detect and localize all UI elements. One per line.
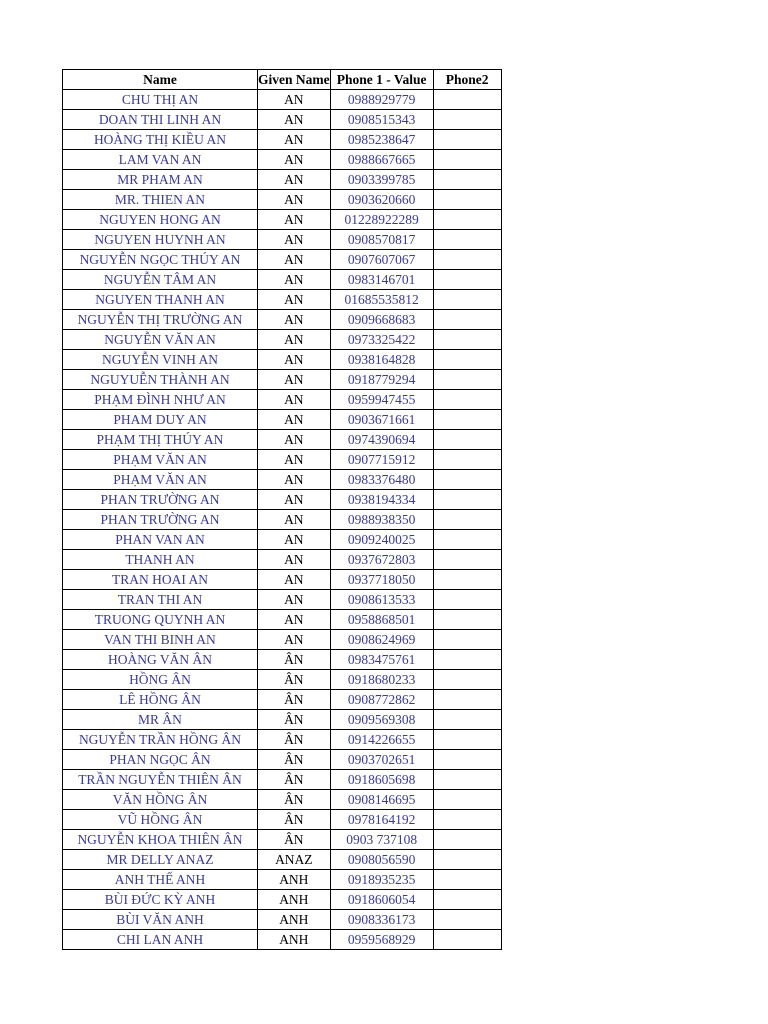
- table-row: [63, 410, 502, 430]
- name-cell[interactable]: PHAN NGỌC ÂN: [63, 750, 258, 770]
- name-cell[interactable]: VĂN HỒNG ÂN: [63, 790, 258, 810]
- name-cell[interactable]: THANH AN: [63, 550, 258, 570]
- name-cell[interactable]: NGUYỄN VĂN AN: [63, 330, 258, 350]
- given-name-cell[interactable]: ANH: [258, 910, 331, 930]
- name-cell[interactable]: PHẠM THỊ THÚY AN: [63, 430, 258, 450]
- given-name-cell[interactable]: AN: [258, 630, 331, 650]
- table-row: [63, 490, 502, 510]
- table-row: [63, 810, 502, 830]
- given-name-cell[interactable]: AN: [258, 590, 331, 610]
- phone-2-cell[interactable]: [433, 490, 501, 510]
- table-row: [63, 590, 502, 610]
- table-row: [63, 330, 502, 350]
- table-row: [63, 610, 502, 630]
- phone-1-cell[interactable]: 0958868501: [330, 610, 433, 630]
- phone-2-cell[interactable]: [433, 610, 501, 630]
- phone-2-cell[interactable]: [433, 170, 501, 190]
- table-row: [63, 210, 502, 230]
- phone-2-cell[interactable]: [433, 570, 501, 590]
- phone-1-cell[interactable]: 0988929779: [330, 90, 433, 110]
- given-name-cell[interactable]: AN: [258, 430, 331, 450]
- phone-1-cell[interactable]: 0907715912: [330, 450, 433, 470]
- phone-1-cell[interactable]: 0909240025: [330, 530, 433, 550]
- phone-1-cell[interactable]: 0908515343: [330, 110, 433, 130]
- header-row: [63, 70, 502, 90]
- given-name-cell[interactable]: ÂN: [258, 690, 331, 710]
- phone-1-cell[interactable]: 0985238647: [330, 130, 433, 150]
- given-name-cell[interactable]: AN: [258, 470, 331, 490]
- table-row: [63, 130, 502, 150]
- table-row: [63, 150, 502, 170]
- contacts-table: [62, 69, 502, 950]
- phone-2-cell[interactable]: [433, 350, 501, 370]
- phone-2-cell[interactable]: [433, 130, 501, 150]
- phone-2-cell[interactable]: [433, 90, 501, 110]
- name-cell[interactable]: TRAN HOAI AN: [63, 570, 258, 590]
- name-cell[interactable]: NGUYỄN TÂM AN: [63, 270, 258, 290]
- table-row: [63, 90, 502, 110]
- table-row: [63, 910, 502, 930]
- phone-2-cell[interactable]: [433, 930, 501, 950]
- phone-1-cell[interactable]: 0918680233: [330, 670, 433, 690]
- table-row: [63, 350, 502, 370]
- name-cell[interactable]: LAM VAN AN: [63, 150, 258, 170]
- phone-2-cell[interactable]: [433, 590, 501, 610]
- phone-2-cell[interactable]: [433, 850, 501, 870]
- given-name-cell[interactable]: AN: [258, 110, 331, 130]
- given-name-cell[interactable]: ÂN: [258, 830, 331, 850]
- given-name-cell[interactable]: AN: [258, 370, 331, 390]
- given-name-cell[interactable]: AN: [258, 450, 331, 470]
- phone-2-cell[interactable]: [433, 690, 501, 710]
- phone-2-cell[interactable]: [433, 390, 501, 410]
- name-cell[interactable]: TRẦN NGUYỄN THIÊN ÂN: [63, 770, 258, 790]
- table-row: [63, 250, 502, 270]
- phone-1-cell[interactable]: 0937718050: [330, 570, 433, 590]
- name-cell[interactable]: HOÀNG THỊ KIỀU AN: [63, 130, 258, 150]
- name-cell[interactable]: BÙI VĂN ANH: [63, 910, 258, 930]
- given-name-cell[interactable]: AN: [258, 410, 331, 430]
- phone-1-cell[interactable]: 0938164828: [330, 350, 433, 370]
- given-name-cell[interactable]: AN: [258, 150, 331, 170]
- phone-2-cell[interactable]: [433, 330, 501, 350]
- given-name-cell[interactable]: ÂN: [258, 650, 331, 670]
- header-phone2[interactable]: Phone2: [433, 70, 501, 90]
- phone-1-cell[interactable]: 0918779294: [330, 370, 433, 390]
- phone-2-cell[interactable]: [433, 730, 501, 750]
- name-cell[interactable]: TRUONG QUYNH AN: [63, 610, 258, 630]
- given-name-cell[interactable]: ÂN: [258, 770, 331, 790]
- name-cell[interactable]: NGUYEN THANH AN: [63, 290, 258, 310]
- table-row: [63, 530, 502, 550]
- name-cell[interactable]: MR PHAM AN: [63, 170, 258, 190]
- table-row: [63, 930, 502, 950]
- given-name-cell[interactable]: AN: [258, 130, 331, 150]
- phone-1-cell[interactable]: 0908772862: [330, 690, 433, 710]
- phone-2-cell[interactable]: [433, 910, 501, 930]
- phone-1-cell[interactable]: 0908146695: [330, 790, 433, 810]
- given-name-cell[interactable]: AN: [258, 550, 331, 570]
- phone-1-cell[interactable]: 0918935235: [330, 870, 433, 890]
- phone-2-cell[interactable]: [433, 830, 501, 850]
- table-row: [63, 670, 502, 690]
- given-name-cell[interactable]: AN: [258, 210, 331, 230]
- phone-1-cell[interactable]: 0918606054: [330, 890, 433, 910]
- name-cell[interactable]: PHẠM ĐÌNH NHƯ AN: [63, 390, 258, 410]
- table-row: [63, 310, 502, 330]
- phone-1-cell[interactable]: 0988938350: [330, 510, 433, 530]
- given-name-cell[interactable]: ÂN: [258, 790, 331, 810]
- given-name-cell[interactable]: AN: [258, 90, 331, 110]
- phone-2-cell[interactable]: [433, 430, 501, 450]
- name-cell[interactable]: MR DELLY ANAZ: [63, 850, 258, 870]
- name-cell[interactable]: HOÀNG VĂN ÂN: [63, 650, 258, 670]
- table-row: [63, 630, 502, 650]
- phone-1-cell[interactable]: 0908570817: [330, 230, 433, 250]
- name-cell[interactable]: PHẠM VĂN AN: [63, 470, 258, 490]
- phone-1-cell[interactable]: 0937672803: [330, 550, 433, 570]
- phone-1-cell[interactable]: 0903620660: [330, 190, 433, 210]
- given-name-cell[interactable]: AN: [258, 290, 331, 310]
- phone-2-cell[interactable]: [433, 750, 501, 770]
- given-name-cell[interactable]: AN: [258, 350, 331, 370]
- table-row: [63, 710, 502, 730]
- name-cell[interactable]: NGUYUỄN THÀNH AN: [63, 370, 258, 390]
- table-row: [63, 470, 502, 490]
- given-name-cell[interactable]: AN: [258, 510, 331, 530]
- given-name-cell[interactable]: ANH: [258, 890, 331, 910]
- given-name-cell[interactable]: AN: [258, 390, 331, 410]
- phone-2-cell[interactable]: [433, 370, 501, 390]
- phone-1-cell[interactable]: 0959947455: [330, 390, 433, 410]
- name-cell[interactable]: PHAN TRƯỜNG AN: [63, 490, 258, 510]
- phone-2-cell[interactable]: [433, 470, 501, 490]
- given-name-cell[interactable]: AN: [258, 190, 331, 210]
- given-name-cell[interactable]: AN: [258, 170, 331, 190]
- given-name-cell[interactable]: AN: [258, 570, 331, 590]
- phone-1-cell[interactable]: 0938194334: [330, 490, 433, 510]
- table-row: [63, 190, 502, 210]
- table-body: [63, 90, 502, 950]
- name-cell[interactable]: NGUYEN HONG AN: [63, 210, 258, 230]
- table-row: [63, 730, 502, 750]
- name-cell[interactable]: TRAN THI AN: [63, 590, 258, 610]
- phone-1-cell[interactable]: 0903671661: [330, 410, 433, 430]
- phone-2-cell[interactable]: [433, 270, 501, 290]
- header-phone-1-value[interactable]: Phone 1 - Value: [330, 70, 433, 90]
- table-row: [63, 650, 502, 670]
- name-cell[interactable]: DOAN THI LINH AN: [63, 110, 258, 130]
- given-name-cell[interactable]: ÂN: [258, 710, 331, 730]
- phone-2-cell[interactable]: [433, 410, 501, 430]
- name-cell[interactable]: NGUYỄN THỊ TRƯỜNG AN: [63, 310, 258, 330]
- phone-1-cell[interactable]: 0983146701: [330, 270, 433, 290]
- phone-1-cell[interactable]: 0909569308: [330, 710, 433, 730]
- given-name-cell[interactable]: ANH: [258, 930, 331, 950]
- table-row: [63, 430, 502, 450]
- table-row: [63, 550, 502, 570]
- table-row: [63, 510, 502, 530]
- phone-1-cell[interactable]: 0988667665: [330, 150, 433, 170]
- phone-2-cell[interactable]: [433, 290, 501, 310]
- name-cell[interactable]: NGUYỄN VINH AN: [63, 350, 258, 370]
- name-cell[interactable]: PHẠM VĂN AN: [63, 450, 258, 470]
- header-name[interactable]: Name: [63, 70, 258, 90]
- phone-2-cell[interactable]: [433, 210, 501, 230]
- name-cell[interactable]: CHI LAN ANH: [63, 930, 258, 950]
- name-cell[interactable]: NGUYỄN TRẦN HỒNG ÂN: [63, 730, 258, 750]
- given-name-cell[interactable]: ÂN: [258, 810, 331, 830]
- table-row: [63, 830, 502, 850]
- table-row: [63, 770, 502, 790]
- phone-1-cell[interactable]: 0974390694: [330, 430, 433, 450]
- phone-2-cell[interactable]: [433, 890, 501, 910]
- phone-2-cell[interactable]: [433, 650, 501, 670]
- phone-2-cell[interactable]: [433, 790, 501, 810]
- phone-2-cell[interactable]: [433, 530, 501, 550]
- name-cell[interactable]: PHAN VAN AN: [63, 530, 258, 550]
- table-row: [63, 270, 502, 290]
- phone-2-cell[interactable]: [433, 550, 501, 570]
- header-given-name[interactable]: Given Name: [258, 70, 331, 90]
- name-cell[interactable]: LÊ HỒNG ÂN: [63, 690, 258, 710]
- table-row: [63, 750, 502, 770]
- phone-1-cell[interactable]: 0908336173: [330, 910, 433, 930]
- table-row: [63, 390, 502, 410]
- phone-1-cell[interactable]: 01685535812: [330, 290, 433, 310]
- phone-2-cell[interactable]: [433, 870, 501, 890]
- phone-2-cell[interactable]: [433, 510, 501, 530]
- name-cell[interactable]: BÙI ĐỨC KỲ ANH: [63, 890, 258, 910]
- phone-2-cell[interactable]: [433, 810, 501, 830]
- phone-2-cell[interactable]: [433, 110, 501, 130]
- phone-1-cell[interactable]: 0908056590: [330, 850, 433, 870]
- phone-1-cell[interactable]: 0978164192: [330, 810, 433, 830]
- phone-2-cell[interactable]: [433, 150, 501, 170]
- phone-1-cell[interactable]: 0914226655: [330, 730, 433, 750]
- table-row: [63, 790, 502, 810]
- given-name-cell[interactable]: AN: [258, 490, 331, 510]
- table-row: [63, 170, 502, 190]
- table-row: [63, 230, 502, 250]
- phone-2-cell[interactable]: [433, 310, 501, 330]
- phone-1-cell[interactable]: 0903 737108: [330, 830, 433, 850]
- phone-1-cell[interactable]: 0907607067: [330, 250, 433, 270]
- name-cell[interactable]: CHU THỊ AN: [63, 90, 258, 110]
- name-cell[interactable]: MR ÂN: [63, 710, 258, 730]
- given-name-cell[interactable]: AN: [258, 310, 331, 330]
- name-cell[interactable]: MR. THIEN AN: [63, 190, 258, 210]
- phone-1-cell[interactable]: 0909668683: [330, 310, 433, 330]
- phone-2-cell[interactable]: [433, 450, 501, 470]
- phone-1-cell[interactable]: 0983475761: [330, 650, 433, 670]
- given-name-cell[interactable]: ÂN: [258, 670, 331, 690]
- phone-1-cell[interactable]: 0908624969: [330, 630, 433, 650]
- table-row: [63, 570, 502, 590]
- name-cell[interactable]: NGUYỄN KHOA THIÊN ÂN: [63, 830, 258, 850]
- table-row: [63, 290, 502, 310]
- phone-1-cell[interactable]: 0903399785: [330, 170, 433, 190]
- phone-1-cell[interactable]: 0903702651: [330, 750, 433, 770]
- name-cell[interactable]: ANH THẾ ANH: [63, 870, 258, 890]
- table-row: [63, 890, 502, 910]
- name-cell[interactable]: VAN THI BINH AN: [63, 630, 258, 650]
- name-cell[interactable]: NGUYỄN NGỌC THÚY AN: [63, 250, 258, 270]
- phone-1-cell[interactable]: 0973325422: [330, 330, 433, 350]
- given-name-cell[interactable]: ANH: [258, 870, 331, 890]
- table-row: [63, 110, 502, 130]
- phone-1-cell[interactable]: 0918605698: [330, 770, 433, 790]
- table-row: [63, 690, 502, 710]
- name-cell[interactable]: HỒNG ÂN: [63, 670, 258, 690]
- phone-2-cell[interactable]: [433, 710, 501, 730]
- name-cell[interactable]: NGUYEN HUYNH AN: [63, 230, 258, 250]
- given-name-cell[interactable]: ÂN: [258, 730, 331, 750]
- given-name-cell[interactable]: AN: [258, 250, 331, 270]
- phone-1-cell[interactable]: 0908613533: [330, 590, 433, 610]
- phone-2-cell[interactable]: [433, 190, 501, 210]
- given-name-cell[interactable]: AN: [258, 530, 331, 550]
- phone-2-cell[interactable]: [433, 230, 501, 250]
- name-cell[interactable]: VŨ HỒNG ÂN: [63, 810, 258, 830]
- table-row: [63, 450, 502, 470]
- given-name-cell[interactable]: AN: [258, 230, 331, 250]
- phone-2-cell[interactable]: [433, 630, 501, 650]
- name-cell[interactable]: PHAM DUY AN: [63, 410, 258, 430]
- phone-2-cell[interactable]: [433, 250, 501, 270]
- given-name-cell[interactable]: AN: [258, 270, 331, 290]
- table-row: [63, 870, 502, 890]
- phone-2-cell[interactable]: [433, 670, 501, 690]
- table-row: [63, 850, 502, 870]
- given-name-cell[interactable]: ANAZ: [258, 850, 331, 870]
- given-name-cell[interactable]: AN: [258, 330, 331, 350]
- name-cell[interactable]: PHAN TRƯỜNG AN: [63, 510, 258, 530]
- phone-1-cell[interactable]: 0959568929: [330, 930, 433, 950]
- phone-2-cell[interactable]: [433, 770, 501, 790]
- phone-1-cell[interactable]: 0983376480: [330, 470, 433, 490]
- given-name-cell[interactable]: AN: [258, 610, 331, 630]
- phone-1-cell[interactable]: 01228922289: [330, 210, 433, 230]
- table-row: [63, 370, 502, 390]
- given-name-cell[interactable]: ÂN: [258, 750, 331, 770]
